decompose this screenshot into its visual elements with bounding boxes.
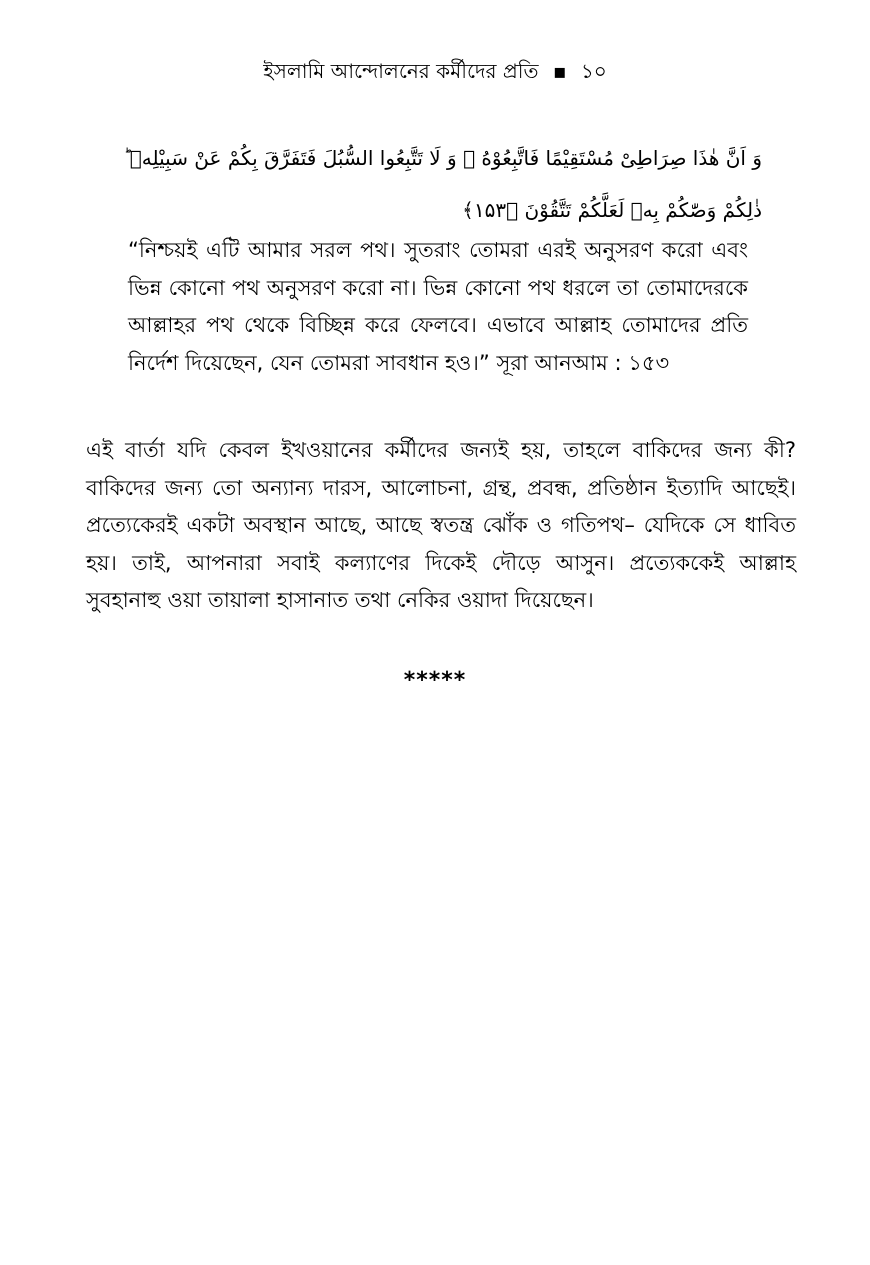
verse-translation: “নিশ্চয়ই এটি আমার সরল পথ। সুতরাং তোমরা এরই অনুসরণ করো এবং ভিন্ন কোনো পথ অনুসরণ করো না। ভিন্ন কোনো পথ ধরলে তা তোমাদেরকে আল্লাহর পথ থেকে বিচ্ছিন্ন করে ফেলবে। এভাবে আল্লাহ তোমাদের প্রতি নির্দেশ দিয়েছেন, যেন তোমরা সাবধান হও।” সূরা আনআম : ১৫৩ [128, 238, 748, 375]
body-paragraph: এই বার্তা যদি কেবল ইখওয়ানের কর্মীদের জন্যই হয়, তাহলে বাকিদের জন্য কী? বাকিদের জন্য তো অন্যান্য দারস, আলোচনা, গ্রন্থ, প্রবন্ধ, প্রতিষ্ঠান ইত্যাদি আছেই। প্রত্যেকেরই একটা অবস্থান আছে, আছে স্বতন্ত্র ঝোঁক ও গতিপথ– যেদিকে সে ধাবিত হয়। তাই, আপনারা সবাই কল্যাণের দিকেই দৌড়ে আসুন। প্রত্যেককেই আল্লাহ সুবহানাহু ওয়া তায়ালা হাসানাত তথা নেকির ওয়াদা দিয়েছেন। [86, 438, 796, 612]
quran-verse-arabic [112, 132, 762, 236]
arabic-verse-line-1: وَ اَنَّ هٰذَا صِرَاطِیْ مُسْتَقِیْمًا فَاتَّبِعُوْهُ ۚ وَ لَا تَتَّبِعُوا السُّبُلَ فَتَفَرَّقَ بِكُمْ عَنْ سَبِیْلِهٖ ؕ [123, 146, 762, 170]
page-number: ১০ [580, 59, 607, 83]
header-separator: ▪ [552, 59, 567, 83]
running-title: ইসলামি আন্দোলনের কর্মীদের প্রতি [263, 59, 539, 83]
section-divider: ***** [403, 668, 467, 693]
page-header [0, 56, 870, 86]
arabic-verse-line-2: ذٰلِكُمْ وَصّٰكُمْ بِهٖ لَعَلَّكُمْ تَتَّقُوْنَ ﴿۱۵۳﴾ [462, 198, 762, 222]
